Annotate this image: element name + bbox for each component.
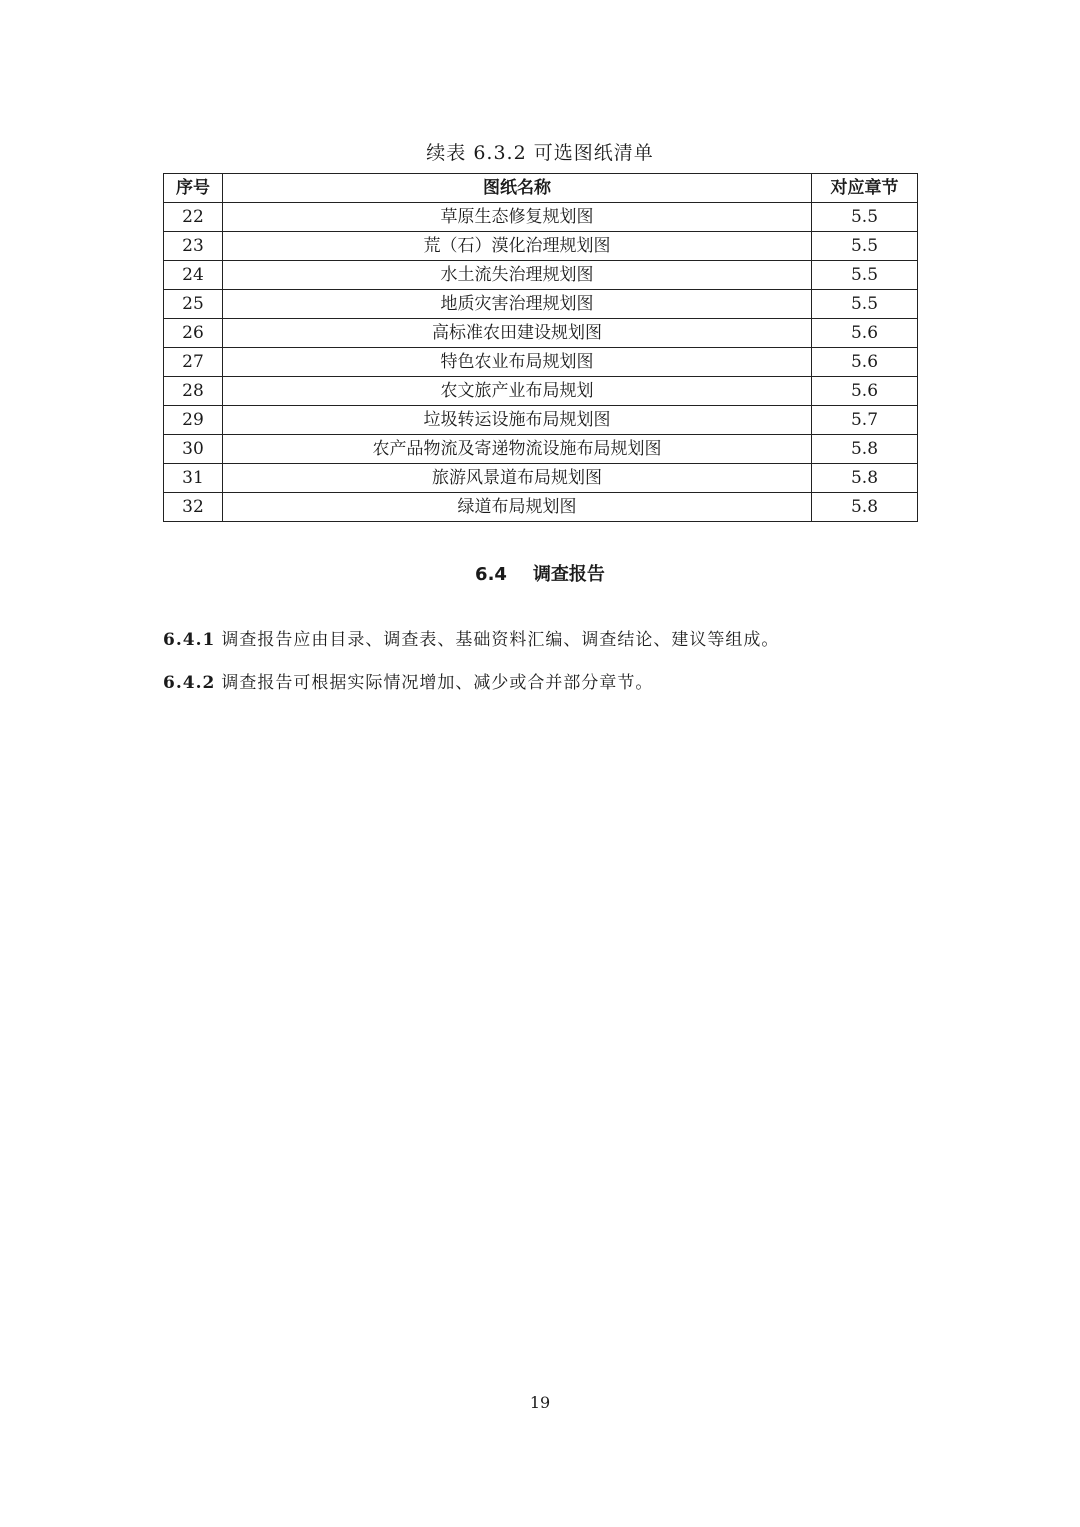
cell-chapter: 5.5: [812, 232, 918, 261]
optional-drawings-table: [163, 173, 918, 522]
table-row: [164, 290, 918, 319]
cell-chapter: 5.6: [812, 348, 918, 377]
cell-chapter: 5.8: [812, 435, 918, 464]
section-title: 调查报告: [532, 564, 605, 585]
cell-drawing-name: 特色农业布局规划图: [223, 348, 812, 377]
header-serial-number: 序号: [164, 174, 223, 203]
cell-chapter: 5.8: [812, 493, 918, 522]
cell-chapter: 5.5: [812, 203, 918, 232]
cell-serial-number: 31: [164, 464, 223, 493]
cell-chapter: 5.6: [812, 319, 918, 348]
table-row: [164, 261, 918, 290]
cell-serial-number: 30: [164, 435, 223, 464]
table-row: [164, 348, 918, 377]
cell-drawing-name: 垃圾转运设施布局规划图: [223, 406, 812, 435]
clause-text: 调查报告应由目录、调查表、基础资料汇编、调查结论、建议等组成。: [221, 630, 780, 650]
cell-drawing-name: 高标准农田建设规划图: [223, 319, 812, 348]
table-row: [164, 377, 918, 406]
cell-serial-number: 25: [164, 290, 223, 319]
header-chapter: 对应章节: [812, 174, 918, 203]
table-row: [164, 493, 918, 522]
cell-drawing-name: 农产品物流及寄递物流设施布局规划图: [223, 435, 812, 464]
table-caption: 续表 6.3.2 可选图纸清单: [426, 142, 654, 164]
clause-text: 调查报告可根据实际情况增加、减少或合并部分章节。: [221, 673, 654, 693]
cell-drawing-name: 旅游风景道布局规划图: [223, 464, 812, 493]
cell-serial-number: 27: [164, 348, 223, 377]
page-number: 19: [529, 1393, 551, 1412]
table-row: [164, 464, 918, 493]
section-heading: [0, 560, 1080, 586]
table-row: [164, 232, 918, 261]
table-header-row: [164, 174, 918, 203]
cell-drawing-name: 水土流失治理规划图: [223, 261, 812, 290]
cell-chapter: 5.5: [812, 261, 918, 290]
header-drawing-name: 图纸名称: [223, 174, 812, 203]
cell-serial-number: 32: [164, 493, 223, 522]
clause-number: 6.4.2: [163, 673, 216, 693]
cell-chapter: 5.7: [812, 406, 918, 435]
table-row: [164, 406, 918, 435]
table-row: [164, 319, 918, 348]
cell-chapter: 5.8: [812, 464, 918, 493]
cell-chapter: 5.6: [812, 377, 918, 406]
cell-chapter: 5.5: [812, 290, 918, 319]
table-row: [164, 435, 918, 464]
cell-serial-number: 29: [164, 406, 223, 435]
clause-paragraph: [163, 668, 923, 693]
cell-serial-number: 23: [164, 232, 223, 261]
clause-paragraph: [163, 625, 923, 650]
cell-serial-number: 22: [164, 203, 223, 232]
cell-drawing-name: 草原生态修复规划图: [223, 203, 812, 232]
cell-drawing-name: 农文旅产业布局规划: [223, 377, 812, 406]
cell-drawing-name: 地质灾害治理规划图: [223, 290, 812, 319]
cell-serial-number: 24: [164, 261, 223, 290]
cell-serial-number: 26: [164, 319, 223, 348]
cell-drawing-name: 荒（石）漠化治理规划图: [223, 232, 812, 261]
cell-serial-number: 28: [164, 377, 223, 406]
section-number: 6.4: [475, 564, 507, 585]
clause-number: 6.4.1: [163, 630, 216, 650]
cell-drawing-name: 绿道布局规划图: [223, 493, 812, 522]
table-row: [164, 203, 918, 232]
